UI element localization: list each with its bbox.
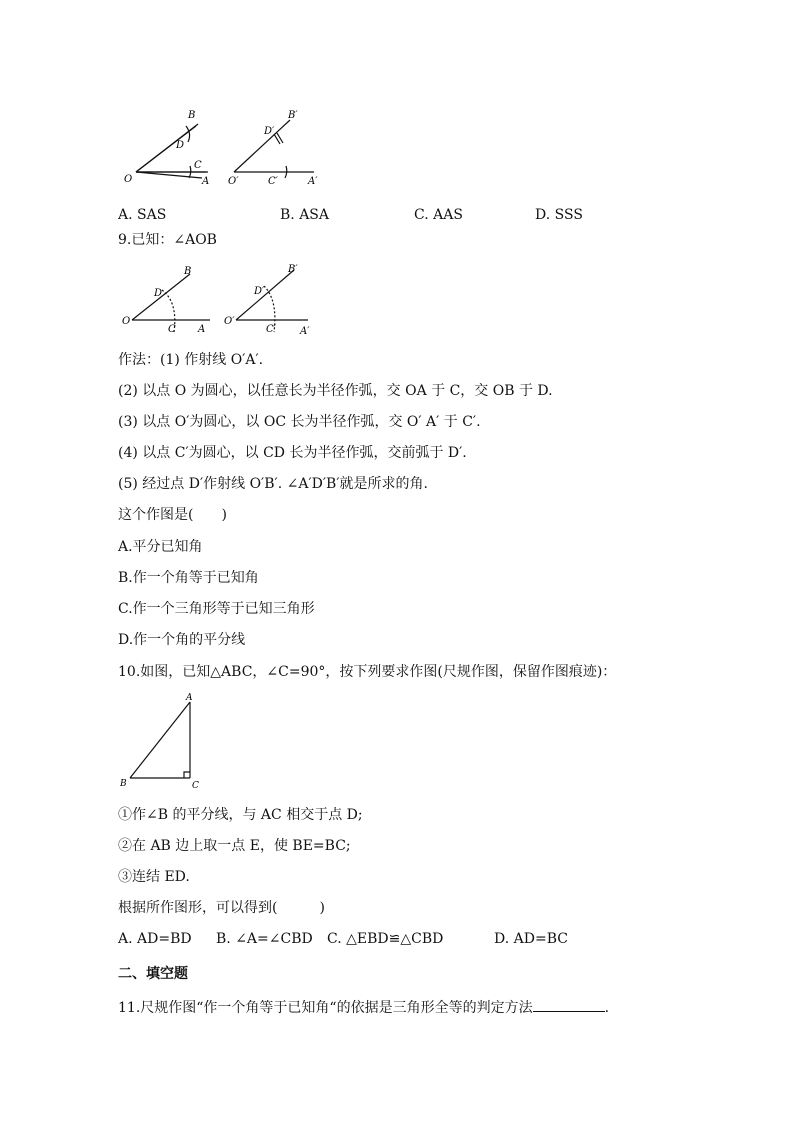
q9-question: 这个作图是( )	[118, 507, 227, 523]
q9-right-label-a: A′	[300, 326, 310, 337]
q9-left-label-c: C	[168, 324, 176, 335]
q9-step-5: (5) 经过点 D′作射线 O′B′. ∠A′D′B′就是所求的角.	[118, 476, 428, 492]
q9-left-label-d: D	[154, 288, 163, 299]
q10-option-b[interactable]: B. ∠A=∠CBD	[216, 931, 313, 947]
q9-right-label-b: B′	[288, 264, 298, 275]
q8-left-label-d: D	[176, 140, 185, 151]
q8-right-label-c: C′	[268, 176, 278, 187]
q8-left-label-b: B	[188, 110, 196, 121]
q9-option-b[interactable]: B.作一个角等于已知角	[118, 570, 259, 586]
q10-step-1: ①作∠B 的平分线，与 AC 相交于点 D;	[118, 807, 363, 823]
q11-text: 11.尺规作图“作一个角等于已知角“的依据是三角形全等的判定方法	[118, 1000, 533, 1016]
q9-step-2: (2) 以点 O 为圆心，以任意长为半径作弧，交 OA 于 C，交 OB 于 D.	[118, 383, 553, 399]
q9-option-a[interactable]: A.平分已知角	[118, 539, 203, 555]
section-title-fill-in: 二、填空题	[118, 966, 188, 982]
q10-question: 根据所作图形，可以得到( )	[118, 900, 325, 916]
q11-end: .	[604, 1000, 610, 1016]
q11-line	[118, 997, 609, 1017]
q8-right-label-a: A′	[308, 176, 318, 187]
q8-left-label-o: O	[124, 174, 133, 185]
q10-triangle-figure	[118, 692, 208, 792]
q9-option-c[interactable]: C.作一个三角形等于已知三角形	[118, 601, 315, 617]
q8-figure	[118, 104, 338, 188]
q8-option-b[interactable]: B. ASA	[280, 207, 329, 223]
q9-left-label-b: B	[184, 266, 192, 277]
q8-left-label-a: A	[202, 176, 210, 187]
q8-option-d[interactable]: D. SSS	[535, 207, 583, 223]
q8-option-c[interactable]: C. AAS	[414, 207, 463, 223]
q9-step-4: (4) 以点 C′为圆心，以 CD 长为半径作弧，交前弧于 D′.	[118, 445, 467, 461]
q9-left-label-a: A	[198, 324, 206, 335]
q9-figure	[118, 262, 318, 338]
q9-right-label-d: D′	[254, 286, 265, 297]
q8-right-label-b: B′	[288, 110, 298, 121]
q10-step-2: ②在 AB 边上取一点 E，使 BE=BC;	[118, 838, 351, 854]
q9-stem: 9.已知：∠AOB	[118, 232, 217, 248]
q8-left-label-c: C	[194, 160, 202, 171]
q8-right-label-o: O′	[228, 176, 239, 187]
q9-right-label-c: C′	[266, 324, 276, 335]
q9-right-label-o: O′	[224, 316, 235, 327]
q10-stem: 10.如图，已知△ABC，∠C=90°，按下列要求作图(尺规作图，保留作图痕迹)：	[118, 664, 617, 680]
q10-label-a: A	[186, 693, 193, 703]
q8-right-label-d: D′	[264, 126, 275, 137]
q11-answer-blank[interactable]	[533, 997, 605, 1012]
q9-left-label-o: O	[122, 316, 131, 327]
q8-option-a[interactable]: A. SAS	[118, 207, 167, 223]
q9-right-angle	[236, 270, 308, 332]
q10-label-b: B	[120, 779, 127, 789]
q9-option-d[interactable]: D.作一个角的平分线	[118, 632, 246, 648]
q10-label-c: C	[192, 781, 199, 791]
q10-option-a[interactable]: A. AD=BD	[118, 931, 192, 947]
q9-step-3: (3) 以点 O′为圆心，以 OC 长为半径作弧，交 O′ A′ 于 C′.	[118, 414, 481, 430]
q9-step-1: 作法：(1) 作射线 O′A′.	[118, 352, 264, 368]
q10-option-c[interactable]: C. △EBD≌△CBD	[327, 931, 444, 947]
q10-step-3: ③连结 ED.	[118, 869, 190, 885]
q10-option-d[interactable]: D. AD=BC	[494, 931, 568, 947]
